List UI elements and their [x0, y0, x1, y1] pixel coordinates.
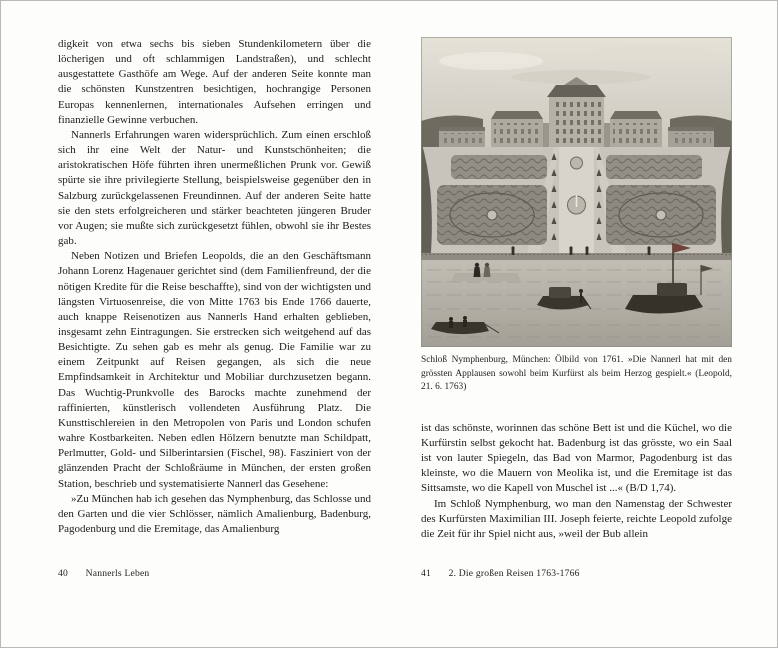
left-page-body [58, 37, 371, 537]
left-page [58, 37, 371, 537]
right-page-body [421, 421, 732, 542]
page-number: 41 [421, 568, 431, 579]
paragraph: ist das schönste, worinnen das schöne Bett ist und die Küchel, wo die Kurfürstin selbst gekocht hat. Badenburg ist das grösste, wo ein Saal ist von lauter Spiegeln, das Bad von Marmor, Pagodenburg ist das kleinste, wo die Mauern von Meolika ist, und die Eremitage ist das Sittsamste, wo die Kapell von Muschel ist ...« (B/D 1,74). [421, 421, 732, 495]
running-title: 2. Die großen Reisen 1763-1766 [448, 568, 580, 579]
paragraph: digkeit von etwa sechs bis sieben Stundenkilometern über die löcherigen und oft schlammigen Landstraßen), und schlecht ausgestattete Gasthöfe am Wege. Auf der anderen Seite konnte man die schönsten Kunstzentren besichtigen, hochrangige Personen Europas kennenlernen, internationales Aufsehen erringen und finanzielle Gewinne verbuchen. [58, 38, 371, 126]
page-number: 40 [58, 568, 68, 579]
left-page-footer [58, 568, 149, 579]
nymphenburg-oil-painting [421, 37, 732, 347]
right-page-footer [421, 568, 580, 579]
running-title: Nannerls Leben [85, 568, 150, 579]
right-page [421, 37, 732, 542]
paragraph: Neben Notizen und Briefen Leopolds, die an den Geschäftsmann Johann Lorenz Hagenauer gerichtet sind (dem Familienfreund, der die nötigen Kredite für die Reise beschaffte), sind von der wichtigsten und längsten Virtuosenreise, die von Mitte 1763 bis Ende 1766 dauerte, auch knappe Reisenotizen aus Nannerls Hand erhalten geblieben, insgesamt zehn Eintragungen. Sie erstrecken sich weitgehend auf das Besichtigte. Zu sehen gab es mehr als genug. Die Familie war zu einem Zeitpunkt auf Reisen gegangen, als sich die neue Empfindsamkeit in Architektur und Mobiliar durchzusetzen begann. Das Wuchtig-Prunkvolle des Barocks machte zunehmend der raffinierten, künstlerisch vollendeten Ausführung Platz. Die Kunsttischlereien in den Metropolen von Paris und London schufen wahre Kostbarkeiten. Neben edlen Hölzern benutzte man Schildpatt, Perlmutter, Gold- und Silberintarsien (Fischel, 98). Fasziniert von der glänzenden Pracht der Schloßräume in München, der ersten großen Station, beschrieb und systematisierte Nannerl das Gesehene: [58, 250, 371, 490]
paragraph: »Zu München hab ich gesehen das Nymphenburg, das Schlosse und den Garten und die vier Schlösser, nämlich Amalienburg, Badenburg, Pagodenburg und die Eremitage, das Amalienburg [58, 492, 371, 535]
paragraph: Im Schloß Nymphenburg, wo man den Namenstag der Schwester des Kurfürsten Maximilian III. Joseph feierte, reichte Leopold zufolge die Zeit für ihr Spiel nicht aus, »weil der Bub allein [421, 497, 732, 540]
paragraph: Nannerls Erfahrungen waren widersprüchlich. Zum einen erschloß sich ihr eine Welt der Natur- und Kunstschönheiten; die aristokratischen Höfe führten ihren unermeßlichen Prunk vor. Gewiß spürte sie ihre privilegierte Stellung, beispielsweise gegenüber den in Salzburg zurückgelassenen Freundinnen. Auf der anderen Seite hatte sie den stets erfolgreicheren und stärker beachteten jüngeren Bruder vor Augen; sie mußte sich zurückgesetzt fühlen, obwohl sie ihr Bestes gab. [58, 128, 371, 248]
figure-caption: Schloß Nymphenburg, München: Ölbild von 1761. »Die Nannerl hat mit den grössten Applausen sowohl beim Kurfürst als beim Herzog gespielt.« (Leopold, 21. 6. 1763) [421, 355, 732, 393]
